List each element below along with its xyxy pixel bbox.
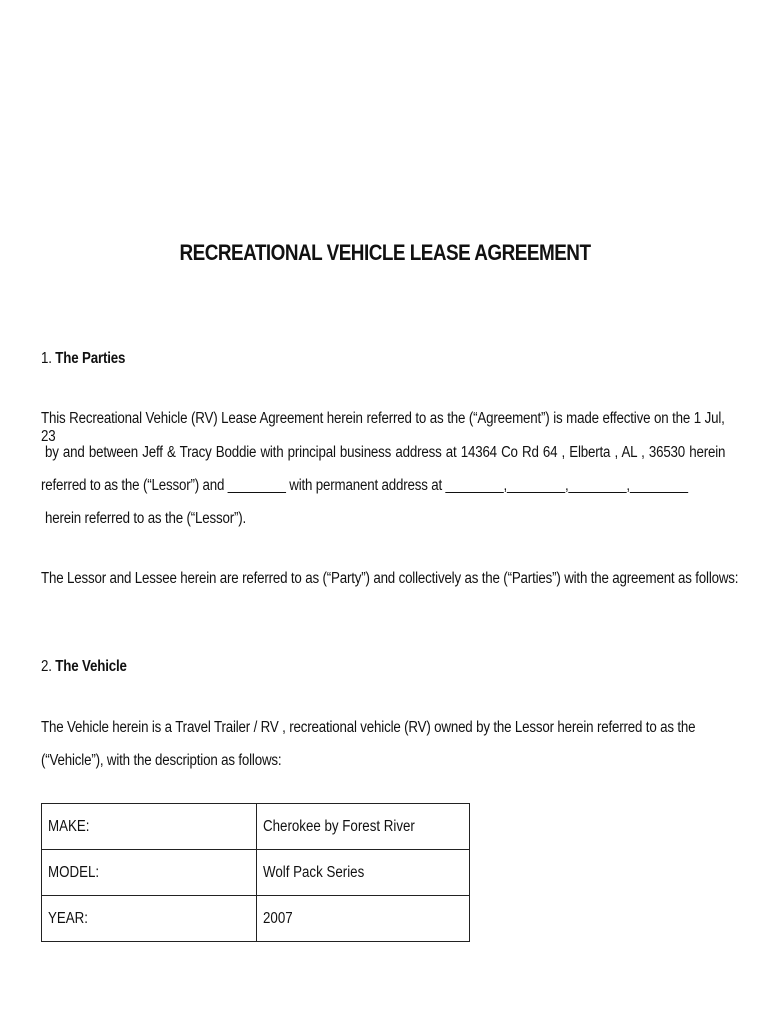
document-title: RECREATIONAL VEHICLE LEASE AGREEMENT xyxy=(179,240,591,265)
make-label: MAKE: xyxy=(48,817,90,835)
year-label: YEAR: xyxy=(48,909,89,927)
section-2-heading xyxy=(41,658,127,676)
vehicle-description-table xyxy=(41,803,470,942)
parties-line-4: herein referred to as the (“Lessor”). xyxy=(45,510,247,527)
section-1-title: The Parties xyxy=(55,350,126,367)
parties-closing-line: The Lessor and Lessee herein are referred to as (“Party”) and collectively as the (“Parties”) with the agreement as follows: xyxy=(41,570,739,587)
make-label-cell xyxy=(42,804,257,850)
table-row-year xyxy=(42,896,470,942)
year-label-cell xyxy=(42,896,257,942)
model-label-cell xyxy=(42,850,257,896)
table-row-model xyxy=(42,850,470,896)
make-value: Cherokee by Forest River xyxy=(263,817,415,835)
section-1-number: 1. xyxy=(41,350,52,367)
model-label: MODEL: xyxy=(48,863,100,881)
section-1-heading xyxy=(41,350,125,368)
section-2-title: The Vehicle xyxy=(55,658,127,675)
vehicle-line-2: (“Vehicle”), with the description as follows: xyxy=(41,752,282,769)
parties-line-1: This Recreational Vehicle (RV) Lease Agreement herein referred to as the (“Agreement”) is made effective on the 1 Jul, 23 xyxy=(41,410,725,445)
year-value: 2007 xyxy=(263,909,293,927)
table-row-make xyxy=(42,804,470,850)
parties-line-2: by and between Jeff & Tracy Boddie with principal business address at 14364 Co Rd 64 , Elberta , AL , 36530 herein xyxy=(45,444,726,461)
section-2-number: 2. xyxy=(41,658,52,675)
model-value: Wolf Pack Series xyxy=(263,863,365,881)
vehicle-line-1: The Vehicle herein is a Travel Trailer / RV , recreational vehicle (RV) owned by the Lessor herein referred to as the xyxy=(41,719,696,736)
model-value-cell xyxy=(257,850,470,896)
year-value-cell xyxy=(257,896,470,942)
make-value-cell xyxy=(257,804,470,850)
parties-line-3: referred to as the (“Lessor”) and ________ with permanent address at ________,________,________,________ xyxy=(41,477,688,494)
